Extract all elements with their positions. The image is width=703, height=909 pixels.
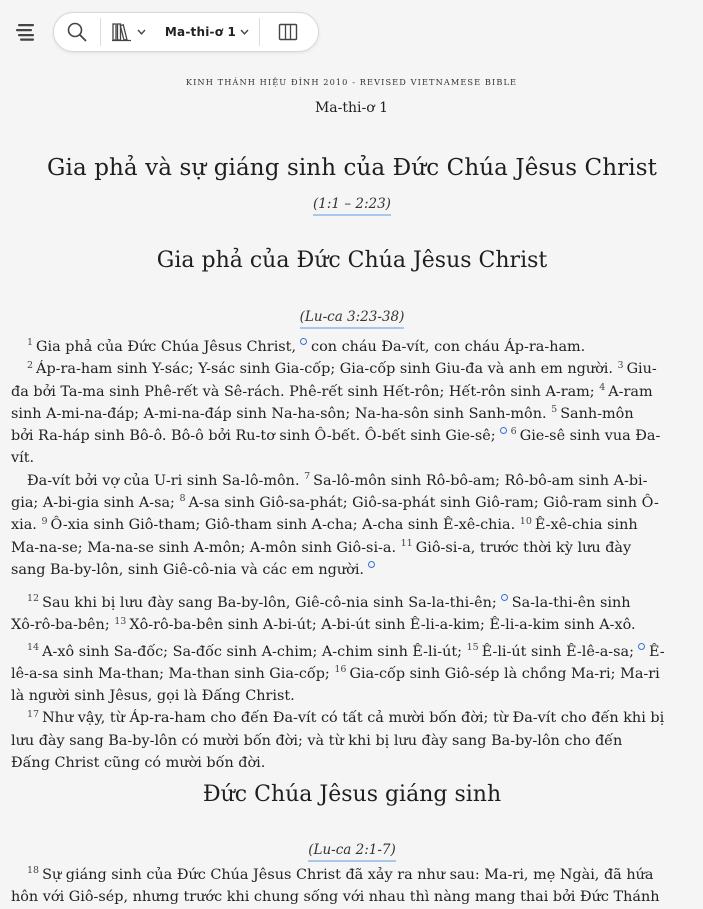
verse-line <box>11 447 693 469</box>
verse-number: 12 <box>27 593 40 605</box>
books-icon <box>111 22 133 42</box>
verse-text: gia; A-bi-gia sinh A-sa; <box>11 495 175 512</box>
section-reference-birth <box>11 842 693 858</box>
chevron-down-icon <box>137 29 146 35</box>
verse-text: Đa-vít bởi vợ của U-ri sinh Sa-lô-môn. <box>27 472 300 489</box>
verse-text: Gia-cốp sinh Giô-sép là chồng Ma-ri; Ma-ri <box>349 665 660 682</box>
verse-line <box>11 864 693 886</box>
cross-reference-link[interactable]: (Lu-ca 3:23-38) <box>300 309 405 329</box>
section-heading-genealogy: Gia phả của Đức Chúa Jêsus Christ <box>156 248 548 273</box>
section-heading-birth: Đức Chúa Jêsus giáng sinh <box>202 782 502 807</box>
verse-text: đa bởi Ta-ma sinh Phê-rết và Sê-rách. Phê-rết sinh Hết-rôn; Hết-rôn sinh A-ram; <box>11 383 595 400</box>
verse-text: A-sa sinh Giô-sa-phát; Giô-sa-phát sinh Giô-ram; Giô-ram sinh Ô- <box>188 495 659 512</box>
verse-text: Ê-xê-chia sinh <box>534 517 638 534</box>
verse-line <box>11 470 693 492</box>
verse-text: A-ram <box>608 383 653 400</box>
verse-number: 18 <box>27 865 40 877</box>
verse-line <box>11 336 693 358</box>
verse-text: Giu- <box>626 361 657 378</box>
verse-text: hôn với Giô-sép, nhưng trước khi chung sống với nhau thì nàng mang thai bởi Đức Thánh <box>11 889 660 906</box>
verse-text: Sa-lô-môn sinh Rô-bô-am; Rô-bô-am sinh A-bi- <box>313 472 648 489</box>
verse-number: 1 <box>27 337 34 349</box>
verse-line <box>11 514 693 536</box>
verse-paragraph <box>11 592 693 774</box>
verse-number: 6 <box>510 426 517 438</box>
verse-text: Gie-sê sinh vua Đa- <box>519 428 661 445</box>
verse-text: Như vậy, từ Áp-ra-ham cho đến Đa-vít có tất cả mười bốn đời; từ Đa-vít cho đến khi bị <box>42 710 665 727</box>
verse-text: bởi Ra-háp sinh Bô-ô. Bô-ô bởi Ru-tơ sinh Ô-bết. Ô-bết sinh Gie-sê; <box>11 428 496 445</box>
top-toolbar <box>53 12 319 52</box>
verse-number: 9 <box>41 515 48 527</box>
verse-text: Xô-rô-ba-bên; <box>11 617 110 634</box>
verse-text: con cháu Đa-vít, con cháu Áp-ra-ham. <box>311 339 586 355</box>
verse-text: Ê-li-út sinh Ê-lê-a-sa; <box>481 643 634 660</box>
verse-number: 3 <box>617 359 624 371</box>
verse-text: A-xô sinh Sa-đốc; Sa-đốc sinh A-chim; A-chim sinh Ê-li-út; <box>42 643 463 660</box>
verse-number: 4 <box>599 381 606 393</box>
verse-text: là người sinh Jêsus, gọi là Đấng Christ. <box>11 688 295 705</box>
chevron-down-icon <box>240 29 249 35</box>
verse-line <box>11 663 693 685</box>
verse-text: Xô-rô-ba-bên sinh A-bi-út; A-bi-út sinh Ê-li-a-kim; Ê-li-a-kim sinh A-xô. <box>129 617 636 634</box>
cross-reference-link[interactable]: (1:1 – 2:23) <box>313 196 391 216</box>
verse-line <box>11 886 693 908</box>
verse-text: Sa-la-thi-ên sinh <box>511 595 631 611</box>
verse-text: Sanh-môn <box>560 405 634 422</box>
verse-line <box>11 425 693 447</box>
verse-line <box>11 358 693 380</box>
verse-text: Đấng Christ cũng có mười bốn đời. <box>11 755 266 772</box>
verse-text: Ô-xia sinh Giô-tham; Giô-tham sinh A-cha; A-cha sinh Ê-xê-chia. <box>50 517 516 534</box>
footnote-marker-icon[interactable] <box>368 561 375 568</box>
footnote-marker-icon[interactable] <box>501 594 508 601</box>
chapter-title: Ma-thi-ơ 1 <box>314 100 389 116</box>
books-selector[interactable] <box>101 13 155 51</box>
verse-text: lê-a-sa sinh Ma-than; Ma-than sinh Gia-cốp; <box>11 665 330 682</box>
verse-line <box>11 492 693 514</box>
verse-number: 16 <box>334 664 347 676</box>
verse-number: 7 <box>304 470 311 482</box>
menu-button[interactable] <box>12 18 40 46</box>
footnote-marker-icon[interactable] <box>300 338 307 345</box>
columns-icon <box>278 23 298 41</box>
verse-text: Sau khi bị lưu đày sang Ba-by-lôn, Giê-cô-nia sinh Sa-la-thi-ên; <box>42 595 497 611</box>
verse-line <box>11 730 693 752</box>
verse-text: lưu đày sang Ba-by-lôn có mười bốn đời; và từ khi bị lưu đày sang Ba-by-lôn cho đến <box>11 732 623 749</box>
verse-text: Giô-si-a, trước thời kỳ lưu đày <box>415 539 632 556</box>
verse-text: xia. <box>11 517 37 534</box>
list-menu-icon <box>15 22 37 42</box>
verse-text: Áp-ra-ham sinh Y-sác; Y-sác sinh Gia-cốp; Gia-cốp sinh Giu-đa và anh em người. <box>36 361 613 378</box>
verse-number: 8 <box>179 493 186 505</box>
verse-paragraph <box>11 864 693 909</box>
section-heading-main: Gia phả và sự giáng sinh của Đức Chúa Jêsus Christ <box>47 155 657 181</box>
verse-number: 17 <box>27 708 40 720</box>
chapter-selector-label: Ma-thi-ơ 1 <box>164 25 237 39</box>
chapter-selector[interactable] <box>155 13 259 51</box>
verse-number: 2 <box>27 359 34 371</box>
verse-number: 14 <box>27 641 40 653</box>
verse-line <box>11 614 693 636</box>
verse-text: vít. <box>11 450 35 467</box>
verse-text: Ma-na-se; Ma-na-se sinh A-môn; A-môn sinh Giô-si-a. <box>11 539 397 556</box>
verse-text: Gia phả của Đức Chúa Jêsus Christ, <box>36 339 297 355</box>
verse-line <box>11 403 693 425</box>
bible-version-name: KINH THÁNH HIỆU ĐÍNH 2010 - REVISED VIETNAMESE BIBLE <box>185 77 518 87</box>
parallel-view-button[interactable] <box>260 13 316 51</box>
verse-text: sinh A-mi-na-đáp; A-mi-na-đáp sinh Na-ha-sôn; Na-ha-sôn sinh Sanh-môn. <box>11 405 547 422</box>
verse-number: 10 <box>519 515 532 527</box>
verse-line <box>11 381 693 403</box>
footnote-marker-icon[interactable] <box>500 427 507 434</box>
footnote-marker-icon[interactable] <box>638 643 645 650</box>
search-icon <box>66 21 88 43</box>
cross-reference-link[interactable]: (Lu-ca 2:1-7) <box>308 842 396 862</box>
verse-text: Sự giáng sinh của Đức Chúa Jêsus Christ đã xảy ra như sau: Ma-ri, mẹ Ngài, đã hứa <box>42 867 654 883</box>
search-button[interactable] <box>54 13 100 51</box>
verse-line <box>11 707 693 729</box>
verse-line <box>11 537 693 559</box>
verse-text: sang Ba-by-lôn, sinh Giê-cô-nia và các em người. <box>11 561 364 578</box>
verse-line <box>11 752 693 774</box>
verse-number: 5 <box>551 404 558 416</box>
verse-number: 11 <box>400 537 413 549</box>
verse-paragraph <box>11 336 693 581</box>
verse-number: 13 <box>114 615 127 627</box>
section-reference-genealogy <box>11 309 693 325</box>
verse-number: 15 <box>466 641 479 653</box>
verse-text: Ê- <box>648 643 665 660</box>
verse-line <box>11 559 693 581</box>
verse-line <box>11 641 693 663</box>
section-reference-main <box>11 196 693 212</box>
verse-line <box>11 592 693 614</box>
verse-line <box>11 685 693 707</box>
